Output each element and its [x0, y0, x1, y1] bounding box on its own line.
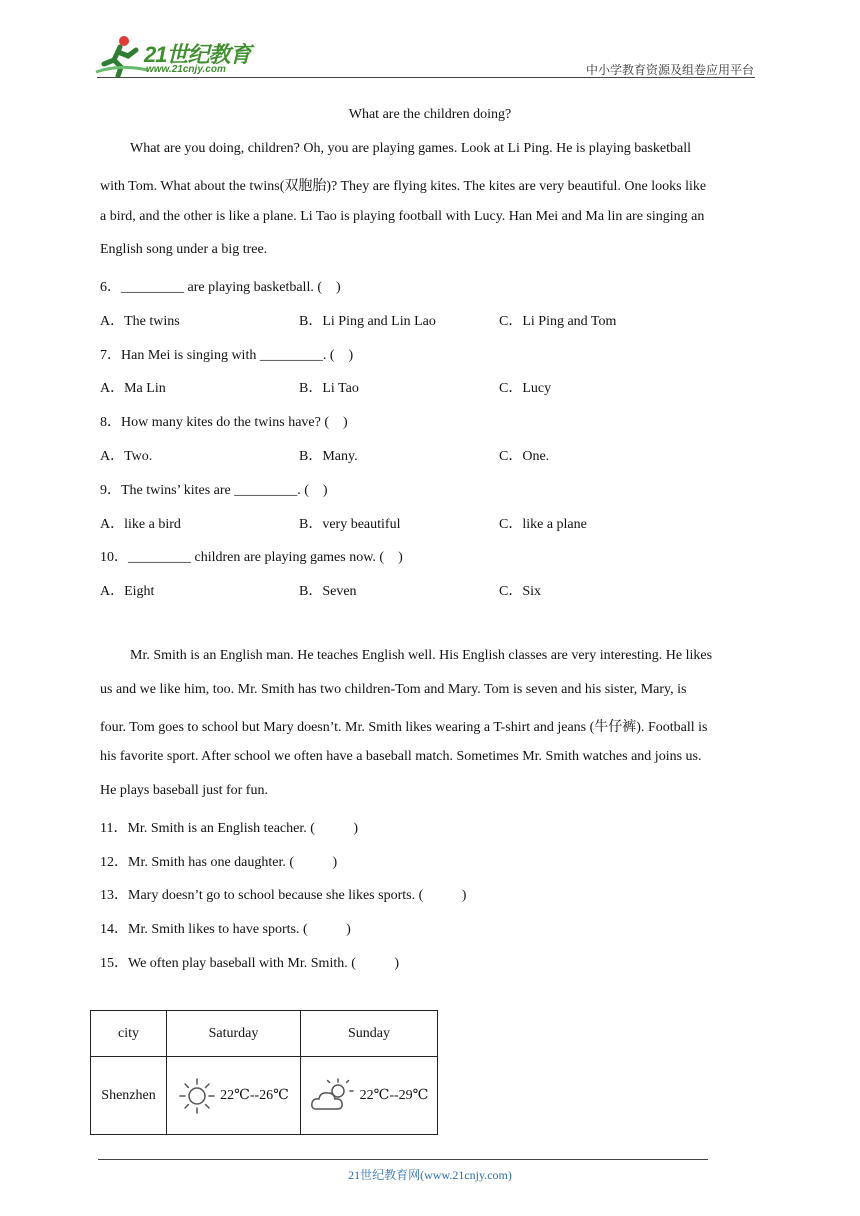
option-c: C．like a plane: [499, 517, 587, 532]
passage2-line-3: four. Tom goes to school but Mary doesn’t. Mr. Smith likes wearing a T-shirt and jeans (牛仔裤). Football is: [100, 720, 708, 735]
sunday-cell: [301, 1057, 438, 1135]
city-cell: Shenzhen: [91, 1057, 167, 1135]
header-city: city: [91, 1011, 167, 1057]
cloudy-sun-icon: [310, 1077, 356, 1115]
option-a: A．like a bird: [100, 517, 181, 532]
site-logo: [94, 34, 264, 78]
question-stem: 9．The twins’ kites are _________. ( ): [100, 483, 328, 498]
passage2-line-2: us and we like him, too. Mr. Smith has two children-Tom and Mary. Tom is seven and his sister, Mary, is: [100, 682, 687, 697]
true-false-question: 15．We often play baseball with Mr. Smith. ( ): [100, 956, 400, 971]
option-b: B．Li Tao: [299, 381, 359, 396]
saturday-temp: 22℃--26℃: [220, 1088, 289, 1103]
option-a: A．Ma Lin: [100, 381, 166, 396]
passage1-line-1: What are you doing, children? Oh, you are playing games. Look at Li Ping. He is playing basketball: [130, 141, 692, 156]
page-header: [0, 0, 860, 80]
option-c: C．Li Ping and Tom: [499, 314, 617, 329]
saturday-cell: [167, 1057, 301, 1135]
true-false-question: 14．Mr. Smith likes to have sports. ( ): [100, 922, 351, 937]
passage1-line-4: English song under a big tree.: [100, 242, 268, 257]
question-stem: 10．_________ children are playing games now. ( ): [100, 550, 403, 565]
passage2-line-1: Mr. Smith is an English man. He teaches English well. His English classes are very interesting. He likes: [130, 648, 713, 663]
sunday-temp: 22℃--29℃: [359, 1088, 429, 1103]
true-false-question: 11．Mr. Smith is an English teacher. ( ): [100, 821, 359, 836]
passage-title: What are the children doing?: [348, 107, 512, 122]
runner-icon: [94, 34, 150, 78]
option-c: C．One.: [499, 449, 550, 464]
footer-link[interactable]: 21世纪教育网(www.21cnjy.com): [348, 1168, 512, 1182]
passage2-line-5: He plays baseball just for fun.: [100, 783, 268, 798]
option-a: A．The twins: [100, 314, 180, 329]
logo-text: 21世纪教育: [144, 42, 251, 67]
option-c: C．Lucy: [499, 381, 552, 396]
footer-divider: [98, 1159, 708, 1160]
sunny-icon: [178, 1077, 216, 1115]
true-false-question: 13．Mary doesn’t go to school because she likes sports. ( ): [100, 888, 467, 903]
option-a: A．Two.: [100, 449, 153, 464]
question-stem: 8．How many kites do the twins have? ( ): [100, 415, 348, 430]
passage1-line-2: with Tom. What about the twins(双胞胎)? They are flying kites. The kites are very beautiful. One looks like: [100, 179, 707, 194]
passage2-line-4: his favorite sport. After school we often have a baseball match. Sometimes Mr. Smith watches and joins us.: [100, 749, 702, 764]
passage1-line-3: a bird, and the other is like a plane. Li Tao is playing football with Lucy. Han Mei and Ma lin are singing an: [100, 209, 705, 224]
weather-table: [90, 1010, 438, 1135]
option-a: A．Eight: [100, 584, 155, 599]
option-b: B．Seven: [299, 584, 357, 599]
question-stem: 6．_________ are playing basketball. ( ): [100, 280, 341, 295]
logo-url: www.21cnjy.com: [146, 64, 226, 75]
question-stem: 7．Han Mei is singing with _________. ( ): [100, 348, 354, 363]
option-b: B．Many.: [299, 449, 358, 464]
header-saturday: Saturday: [167, 1011, 301, 1057]
option-b: B．very beautiful: [299, 517, 401, 532]
true-false-question: 12．Mr. Smith has one daughter. ( ): [100, 855, 338, 870]
header-tagline: 中小学教育资源及组卷应用平台: [585, 63, 754, 77]
option-c: C．Six: [499, 584, 542, 599]
header-divider: [97, 77, 755, 78]
header-sunday: Sunday: [301, 1011, 438, 1057]
option-b: B．Li Ping and Lin Lao: [299, 314, 436, 329]
